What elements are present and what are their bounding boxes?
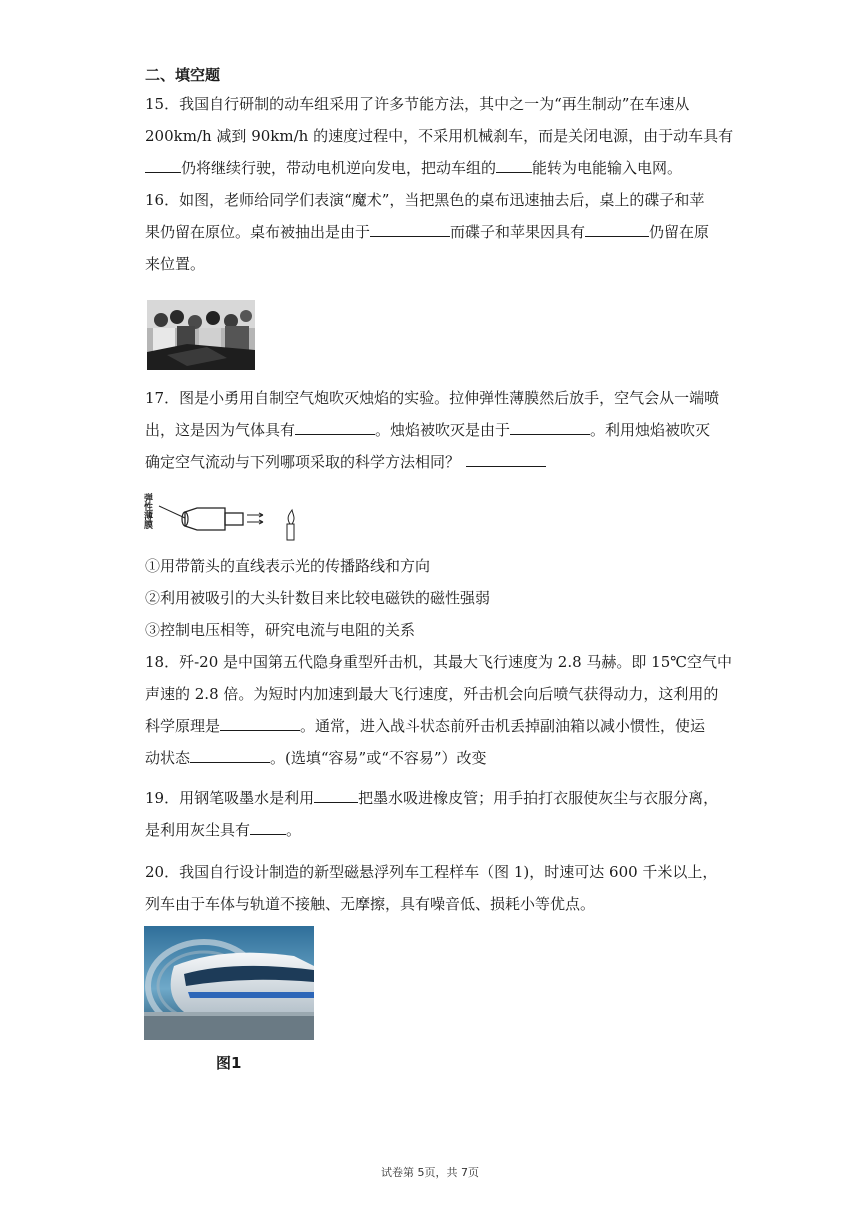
- q15-line1: 15．我国自行研制的动车组采用了许多节能方法，其中之一为“再生制动”在车速从: [145, 95, 690, 113]
- answer-blank[interactable]: [145, 154, 181, 173]
- question-16: [145, 184, 720, 280]
- q17-line3: 确定空气流动与下列哪项采取的科学方法相同？: [145, 446, 720, 478]
- q17-options: [145, 550, 720, 646]
- q19-line1: 19．用钢笔吸墨水是利用 把墨水吸进橡皮管；用手拍打衣服使灰尘与衣服分离，: [145, 782, 720, 814]
- q15-line3: 仍将继续行驶，带动电机逆向发电，把动车组的 能转为电能输入电网。: [145, 152, 720, 184]
- figure-1-caption: 图1: [216, 1054, 242, 1072]
- magic-tablecloth-photo: [147, 300, 255, 370]
- q20-line1: 20．我国自行设计制造的新型磁悬浮列车工程样车（图 1)，时速可达 600 千米以上，: [145, 863, 718, 881]
- answer-blank[interactable]: [466, 448, 546, 467]
- question-19: [145, 782, 720, 846]
- page-footer: 试卷第 5页，共 7页: [381, 1166, 479, 1179]
- q18-line1: 18．歼-20 是中国第五代隐身重型歼击机，其最大飞行速度为 2.8 马赫。即 15℃空气中: [145, 653, 733, 671]
- q18-line4: 动状态 。(选填“容易”或“不容易”）改变: [145, 742, 720, 774]
- q17-option-3: ③控制电压相等，研究电流与电阻的关系: [145, 621, 416, 639]
- q16-line3: 来位置。: [145, 255, 206, 273]
- answer-blank[interactable]: [250, 816, 286, 835]
- q19-line2: 是利用灰尘具有 。: [145, 814, 720, 846]
- q18-line2: 声速的 2.8 倍。为短时内加速到最大飞行速度，歼击机会向后喷气获得动力，这利用的: [145, 685, 719, 703]
- answer-blank[interactable]: [585, 218, 649, 237]
- answer-blank[interactable]: [314, 784, 358, 803]
- answer-blank[interactable]: [190, 744, 270, 763]
- question-18: [145, 646, 733, 774]
- answer-blank[interactable]: [220, 712, 300, 731]
- answer-blank[interactable]: [370, 218, 450, 237]
- q17-line1: 17．图是小勇用自制空气炮吹灭烛焰的实验。拉伸弹性薄膜然后放手，空气会从一端喷: [145, 389, 720, 407]
- answer-blank[interactable]: [496, 154, 532, 173]
- q20-line2: 列车由于车体与轨道不接触、无摩擦，具有噪音低、损耗小等优点。: [145, 895, 596, 913]
- q16-line1: 16．如图，老师给同学们表演“魔术”，当把黑色的桌布迅速抽去后，桌上的碟子和苹: [145, 191, 705, 209]
- question-20: [145, 856, 720, 920]
- question-15: [145, 88, 734, 184]
- answer-blank[interactable]: [295, 416, 375, 435]
- maglev-train-photo: [144, 926, 314, 1040]
- section-title: 二、填空题: [145, 66, 221, 84]
- q17-option-1: ①用带箭头的直线表示光的传播路线和方向: [145, 557, 431, 575]
- q15-line2: 200km/h 减到 90km/h 的速度过程中，不采用机械刹车，而是关闭电源，由于动车具有: [145, 127, 734, 145]
- q17-line2: 出，这是因为气体具有 。烛焰被吹灭是由于 。利用烛焰被吹灭: [145, 414, 720, 446]
- q17-option-2: ②利用被吸引的大头针数目来比较电磁铁的磁性强弱: [145, 589, 491, 607]
- air-cannon-diagram: [142, 482, 305, 546]
- answer-blank[interactable]: [510, 416, 590, 435]
- question-17: [145, 382, 720, 478]
- membrane-label: 弹性薄膜: [142, 493, 152, 529]
- q16-line2: 果仍留在原位。桌布被抽出是由于 而碟子和苹果因具有 仍留在原: [145, 216, 720, 248]
- q18-line3: 科学原理是 。通常，进入战斗状态前歼击机丢掉副油箱以减小惯性，使运: [145, 710, 720, 742]
